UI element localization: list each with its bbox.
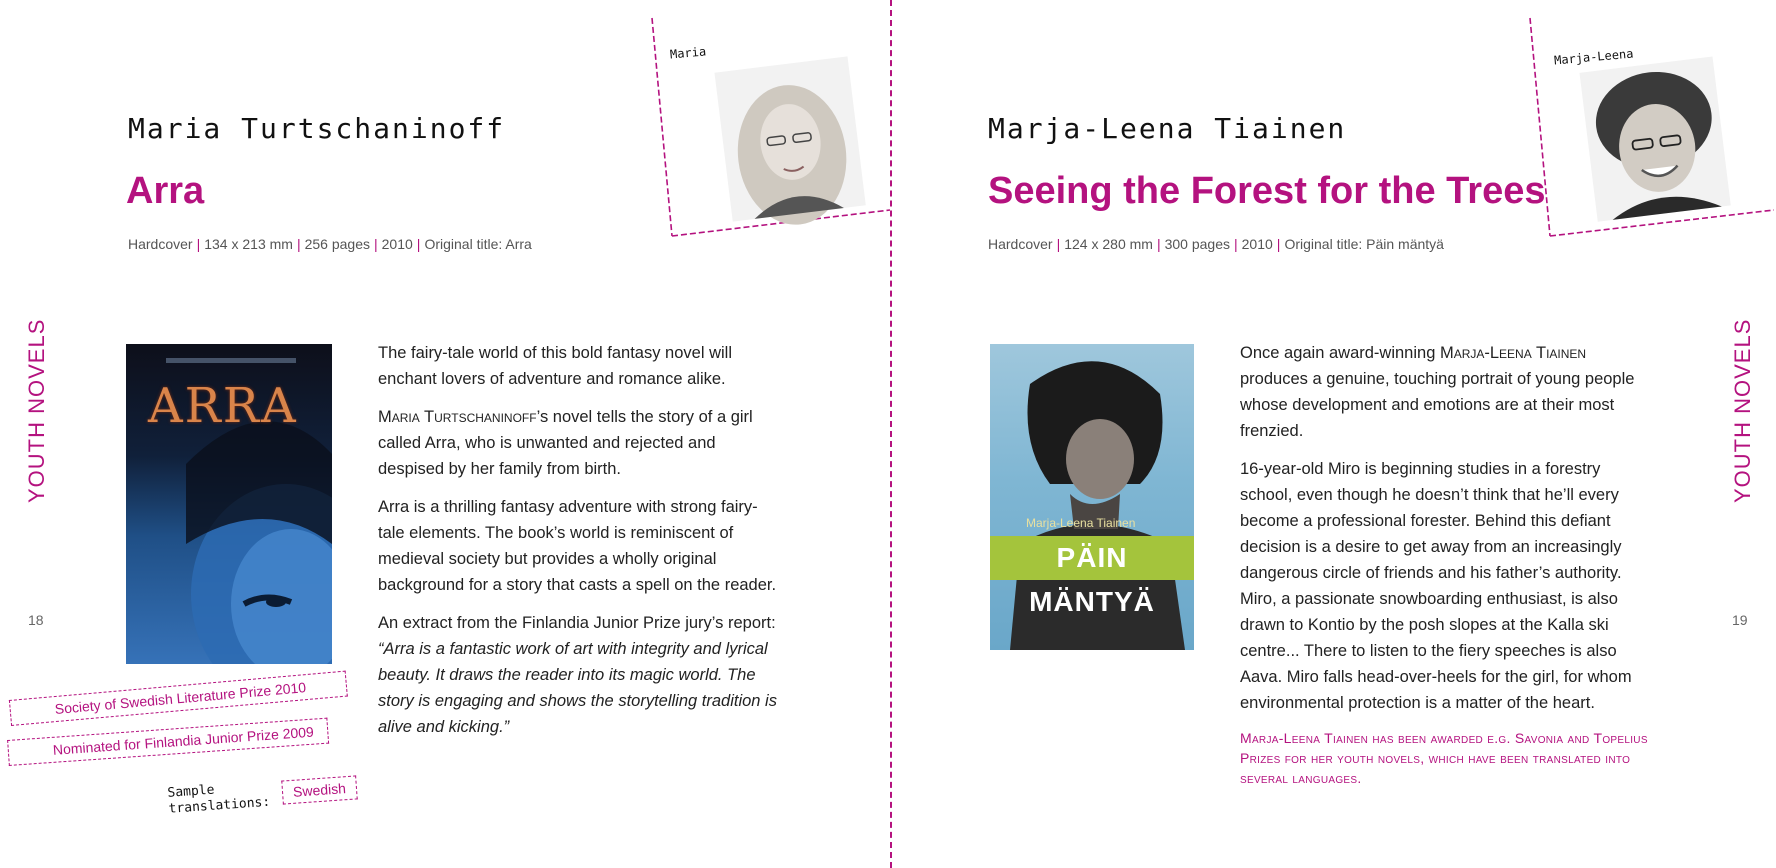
author-photo-card xyxy=(650,10,890,245)
description-paragraph: The fairy-tale world of this bold fantasy novel will enchant lovers of adventure and romance alike. xyxy=(378,344,732,388)
meta-original-title: Original title: Päin mäntyä xyxy=(1284,236,1444,252)
author-name: Maria Turtschaninoff xyxy=(128,112,506,145)
meta-pages: 256 pages xyxy=(304,236,370,252)
book-meta: Hardcover | 134 x 213 mm | 256 pages | 2010 | Original title: Arra xyxy=(128,236,532,252)
description-paragraph: 16-year-old Miro is beginning studies in a forestry school, even though he doesn’t think that he’ll every become a professional forester. Behind this defiant decision is a desire to get away from an increasingly dangerous circle of friends and his father’s authority. Miro, a passionate snowboarding enthusiast, is also drawn to Kontio by the posh slopes at the Kalla ski centre... There to listen to the fiery speeches is also Aava. Miro falls head-over-heels for the girl, for whom environmental protection is a matter of the heart. xyxy=(1240,460,1632,712)
book-description xyxy=(1240,340,1650,800)
cover-title: ARRA xyxy=(148,378,298,434)
book-description xyxy=(378,340,778,752)
book-meta: Hardcover | 124 x 280 mm | 300 pages | 2010 | Original title: Päin mäntyä xyxy=(988,236,1444,252)
description-paragraph: Maria Turtschaninoff’s novel tells the story of a girl called Arra, who is unwanted and rejected and despised by her family from birth. xyxy=(378,408,753,478)
meta-year: 2010 xyxy=(381,236,413,252)
page-divider xyxy=(890,0,892,868)
cover-title: PÄIN MÄNTYÄ xyxy=(990,536,1194,580)
author-photo xyxy=(1568,50,1743,225)
book-title: Arra xyxy=(126,170,205,212)
author-photo xyxy=(705,50,875,225)
meta-size: 134 x 213 mm xyxy=(204,236,293,252)
section-label: YOUTH NOVELS xyxy=(1730,318,1755,503)
sample-translations-label: Sample translations: xyxy=(167,782,271,817)
section-label: YOUTH NOVELS xyxy=(24,318,49,503)
description-paragraph: Arra is a thrilling fantasy adventure with strong fairy-tale elements. The book’s world is reminiscent of medieval society but provides a wholly original background for a story that casts a spell on the reader. xyxy=(378,498,777,594)
meta-binding: Hardcover xyxy=(128,236,193,252)
description-paragraph: Once again award-winning Marja-Leena Tiainen produces a genuine, touching portrait of young people whose development and emotions are at their most frenzied. xyxy=(1240,344,1635,440)
meta-binding: Hardcover xyxy=(988,236,1053,252)
award-badge: Society of Swedish Literature Prize 2010 xyxy=(9,671,348,726)
jury-quote: “Arra is a fantastic work of art with integrity and lyrical beauty. It draws the reader into its magic world. The story is engaging and shows the storytelling tradition is alive and kicking.” xyxy=(378,640,777,736)
award-note: Marja-Leena Tiainen has been awarded e.g. Savonia and Topelius Prizes for her youth novels, which have been translated into several languages. xyxy=(1240,730,1648,786)
photo-label: Marja-Leena xyxy=(1553,46,1634,68)
nomination-badge: Nominated for Finlandia Junior Prize 2009 xyxy=(7,718,330,766)
meta-year: 2010 xyxy=(1241,236,1273,252)
meta-size: 124 x 280 mm xyxy=(1064,236,1153,252)
jury-extract: An extract from the Finlandia Junior Prize jury’s report: “Arra is a fantastic work of art with integrity and lyrical beauty. It draws the reader into its magic world. The story is engaging and shows the storytelling tradition is alive and kicking.” xyxy=(378,614,777,736)
meta-pages: 300 pages xyxy=(1164,236,1230,252)
book-cover xyxy=(126,344,332,664)
meta-original-title: Original title: Arra xyxy=(424,236,532,252)
author-name: Marja-Leena Tiainen xyxy=(988,112,1347,145)
book-cover xyxy=(990,344,1194,650)
page-number: 19 xyxy=(1732,612,1748,628)
sample-language-badge[interactable]: Swedish xyxy=(281,775,357,804)
author-smallcaps: Maria Turtschaninoff xyxy=(378,408,537,426)
book-title: Seeing the Forest for the Trees xyxy=(988,170,1546,212)
author-photo-card xyxy=(1528,10,1774,245)
photo-label: Maria xyxy=(669,44,707,62)
cover-author: Marja-Leena Tiainen xyxy=(1026,516,1136,530)
page-number: 18 xyxy=(28,612,44,628)
author-smallcaps: Marja-Leena Tiainen xyxy=(1439,344,1587,362)
